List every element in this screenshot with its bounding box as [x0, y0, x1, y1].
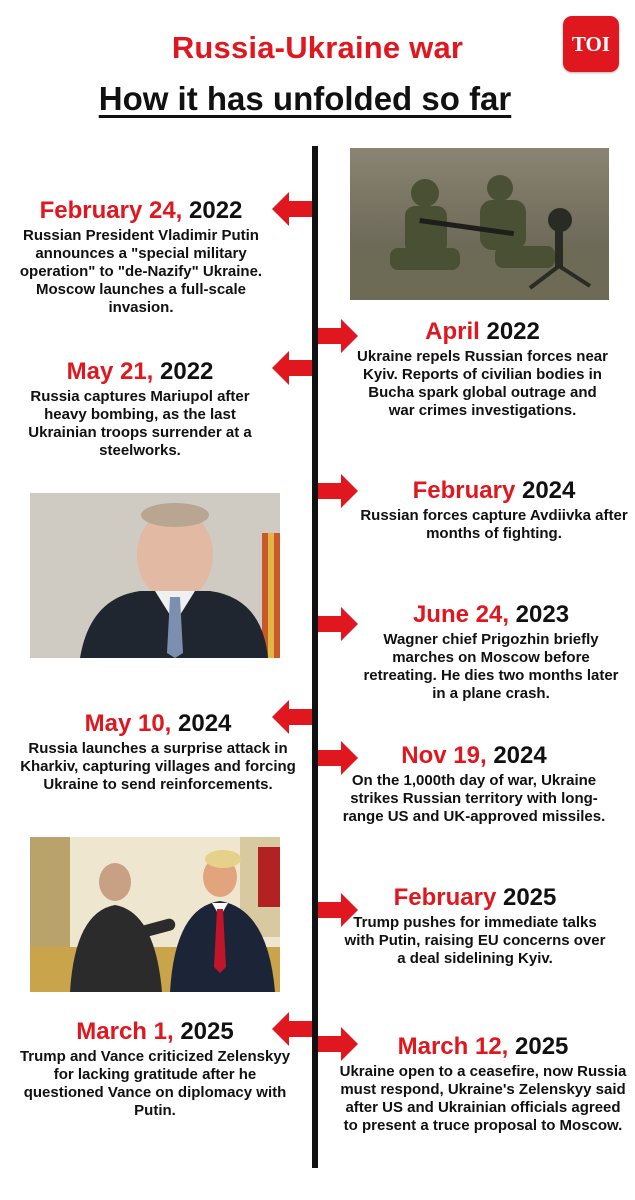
portrait-photo — [30, 493, 280, 658]
event-date: May 10, — [84, 710, 172, 737]
event-year: 2024 — [493, 742, 547, 769]
event-year: 2022 — [486, 318, 540, 345]
event-year: 2025 — [180, 1018, 234, 1045]
event-description: On the 1,000th day of war, Ukraine strikes Russian territory with long-range US and UK-approved missiles. — [342, 772, 606, 825]
event-date: Nov 19, — [401, 742, 487, 769]
page-subtitle: How it has unfolded so far — [98, 80, 512, 117]
event-description: Russia captures Mariupol after heavy bombing, as the last Ukrainian troops surrender at a steelworks. — [28, 388, 252, 459]
event-year: 2024 — [521, 477, 576, 504]
timeline-event — [355, 318, 610, 420]
meeting-photo — [30, 837, 280, 992]
event-year: 2022 — [160, 358, 214, 385]
event-year: 2025 — [515, 1033, 569, 1060]
event-description: Russian forces capture Avdiivka after months of fighting. — [360, 507, 628, 542]
soldiers-photo — [350, 148, 609, 300]
arrow-right-icon — [318, 474, 358, 508]
event-date: March 12, — [397, 1033, 509, 1060]
event-description: Wagner chief Prigozhin briefly marches on Moscow before retreating. He dies two months later in a plane crash. — [363, 631, 619, 702]
event-year: 2024 — [178, 710, 232, 737]
event-description: Ukraine repels Russian forces near Kyiv. Reports of civilian bodies in Bucha spark global outrage and war crimes investigations. — [357, 348, 608, 419]
timeline-event — [340, 884, 610, 968]
arrow-left-icon — [272, 192, 312, 226]
timeline-event — [10, 197, 272, 317]
event-description: Trump pushes for immediate talks with Putin, raising EU concerns over a deal sidelining Kyiv. — [344, 914, 606, 967]
event-year: 2025 — [502, 884, 557, 911]
event-year: 2023 — [515, 601, 570, 628]
event-date: June 24, — [412, 601, 509, 628]
event-date: February 24, — [39, 197, 183, 224]
event-date: May 21, — [66, 358, 154, 385]
timeline-event — [14, 1018, 296, 1120]
event-date: March 1, — [76, 1018, 174, 1045]
timeline-event — [20, 358, 260, 460]
arrow-left-icon — [272, 351, 312, 385]
event-description: Russian President Vladimir Putin announces a "special military operation" to "de-Nazify" Ukraine. Moscow launches a full-scale invasion. — [19, 227, 263, 316]
timeline-event — [355, 601, 627, 703]
event-date: April — [425, 318, 480, 345]
page-title: Russia-Ukraine war — [171, 30, 464, 65]
timeline-event — [12, 710, 304, 794]
event-description: Trump and Vance criticized Zelenskyy for lacking gratitude after he questioned Vance on diplomacy with Putin. — [19, 1048, 291, 1119]
timeline-axis — [312, 146, 318, 1168]
event-year: 2022 — [189, 197, 243, 224]
event-date: February — [412, 477, 516, 504]
event-date: February — [393, 884, 497, 911]
toi-logo: TOI — [563, 16, 619, 72]
event-description: Ukraine open to a ceasefire, now Russia must respond, Ukraine's Zelenskyy said after US and Ukrainian officials agreed to present a truce proposal to Moscow. — [339, 1063, 627, 1134]
timeline-event — [338, 1033, 628, 1135]
event-description: Russia launches a surprise attack in Kharkiv, capturing villages and forcing Ukraine to send reinforcements. — [20, 740, 296, 793]
arrow-right-icon — [318, 607, 358, 641]
timeline-event — [338, 742, 610, 826]
timeline-event — [358, 477, 630, 543]
arrow-right-icon — [318, 319, 358, 353]
